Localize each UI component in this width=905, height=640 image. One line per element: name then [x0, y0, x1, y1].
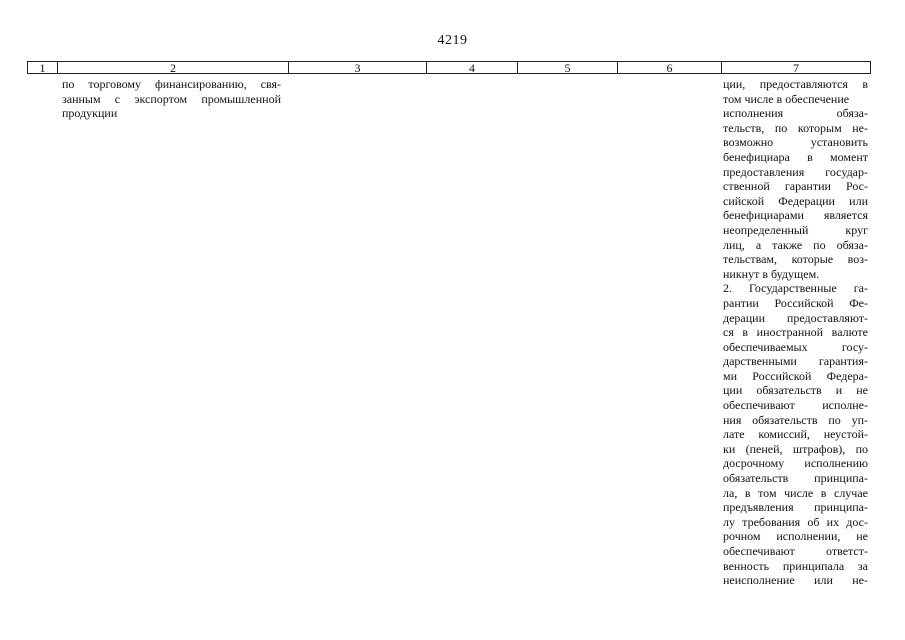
column-7-line: сийской Федерации или: [723, 193, 868, 208]
column-7-line: ки (пеней, штрафов), по: [723, 441, 868, 456]
column-7-line: обеспечиваемых госу-: [723, 339, 868, 354]
column-7-line: бенефициарами является: [723, 208, 868, 223]
column-7-line: тельствам, которые воз-: [723, 252, 868, 267]
column-7-line: предоставления государ-: [723, 164, 868, 179]
column-7-line: никнут в будущем.: [723, 266, 820, 281]
column-header-5: 5: [518, 62, 618, 73]
column-header-6: 6: [618, 62, 722, 73]
column-7-line: предъявления принципа-: [723, 500, 868, 515]
column-7-line: рантии Российской Фе-: [723, 295, 868, 310]
column-7-line: исполнения обяза-: [723, 106, 868, 121]
table-header-row: [27, 61, 871, 74]
column-7-line: венность принципала за: [723, 558, 868, 573]
column-7-line: рочном исполнении, не: [723, 529, 868, 544]
column-2-line: занным с экспортом промышленной: [62, 91, 281, 106]
column-7-line: ции, предоставляются в: [723, 77, 868, 91]
column-7-line: неисполнение или не-: [723, 573, 868, 588]
column-7-line: дарственными гарантия-: [723, 354, 868, 369]
column-7-line: лиц, а также по обяза-: [723, 237, 868, 252]
column-2-text: [62, 77, 281, 121]
column-7-line: тельств, по которым не-: [723, 120, 868, 135]
column-7-line: том числе в обеспечение: [723, 91, 850, 106]
column-7-line: ции обязательств и не: [723, 383, 868, 398]
column-7-line: ла, в том числе в случае: [723, 485, 868, 500]
column-7-line: ния обязательств по уп-: [723, 412, 868, 427]
column-7-line: ми Российской Федера-: [723, 368, 868, 383]
column-7-line: обеспечивают исполне-: [723, 398, 868, 413]
column-7-line: ственной гарантии Рос-: [723, 179, 868, 194]
column-7-line: обеспечивают ответст-: [723, 544, 868, 558]
column-2-line: по торговому финансированию, свя-: [62, 77, 281, 91]
column-7-line: бенефициара в момент: [723, 149, 868, 164]
column-7-line: обязательств принципа-: [723, 471, 868, 486]
column-7-line: возможно установить: [723, 135, 868, 150]
column-7-line: досрочному исполнению: [723, 456, 868, 471]
column-header-1: 1: [28, 62, 58, 73]
page-number: 4219: [437, 33, 468, 48]
column-header-7: 7: [793, 61, 799, 75]
column-header-3: 3: [289, 62, 427, 73]
column-7-line: лу требования об их дос-: [723, 514, 868, 529]
column-2-line: продукции: [62, 106, 118, 121]
column-header-2: 2: [58, 62, 289, 73]
column-7-line: лате комиссий, неустой-: [723, 427, 868, 442]
column-7-line: неопределенный круг: [723, 222, 868, 237]
column-header-4: 4: [427, 62, 518, 73]
column-7-line: дерации предоставляют-: [723, 310, 868, 325]
column-7-line: 2. Государственные га-: [723, 281, 868, 296]
column-7-line: ся в иностранной валюте: [723, 325, 868, 340]
column-7-text: [723, 77, 868, 588]
